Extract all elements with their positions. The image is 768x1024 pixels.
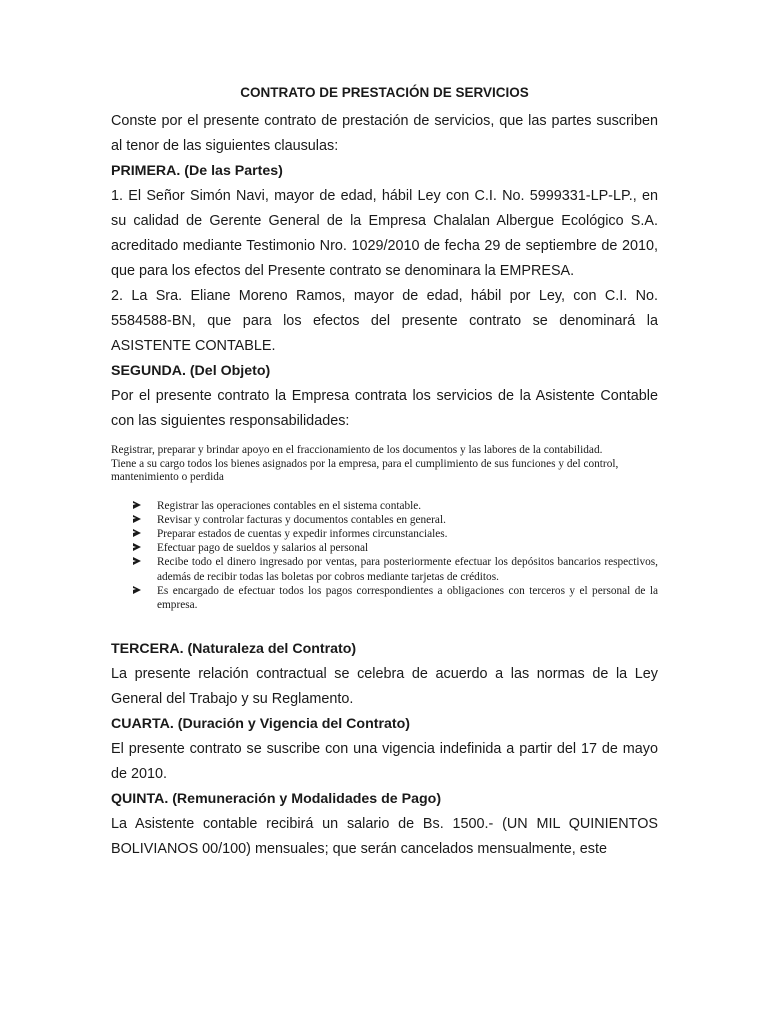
responsibilities-list — [111, 499, 658, 613]
list-item: Registrar las operaciones contables en el sistema contable. — [133, 499, 658, 513]
arrow-bullet-icon — [133, 501, 141, 509]
clause-primera-party-2: 2. La Sra. Eliane Moreno Ramos, mayor de edad, hábil por Ley, con C.I. No. 5584588-BN, que para los efectos del presente contrato se denominará la ASISTENTE CONTABLE. — [111, 288, 658, 354]
clause-primera-party-1: 1. El Señor Simón Navi, mayor de edad, hábil Ley con C.I. No. 5999331-LP-LP., en su calidad de Gerente General de la Empresa Chalalan Albergue Ecológico S.A. acreditado mediante Testimonio Nro. 1029/2010 de fecha 29 de septiembre de 2010, que para los efectos del Presente contrato se denominara la EMPRESA. — [111, 188, 658, 279]
clause-cuarta-paragraph: El presente contrato se suscribe con una vigencia indefinida a partir del 17 de mayo de 2010. — [111, 741, 658, 783]
clause-tercera-heading: TERCERA. (Naturaleza del Contrato) — [111, 641, 357, 658]
arrow-bullet-icon — [133, 543, 141, 551]
clause-quinta-heading: QUINTA. (Remuneración y Modalidades de Pago) — [111, 791, 442, 808]
responsibilities-notes — [111, 444, 658, 485]
clause-quinta-paragraph: La Asistente contable recibirá un salario de Bs. 1500.- (UN MIL QUINIENTOS BOLIVIANOS 00/100) mensuales; que serán cancelados mensualmente, este — [111, 816, 658, 858]
intro-paragraph: Conste por el presente contrato de prestación de servicios, que las partes suscriben al tenor de las siguientes clausulas: — [111, 113, 658, 154]
clause-segunda-heading: SEGUNDA. (Del Objeto) — [111, 363, 271, 379]
list-item: Recibe todo el dinero ingresado por ventas, para posteriormente efectuar los depósitos bancarios respectivos, además de recibir todas las boletas por cobros mediante tarjetas de créditos. — [133, 555, 658, 583]
responsibility-note-1: Registrar, preparar y brindar apoyo en el fraccionamiento de los documentos y las labores de la contabilidad. — [111, 444, 603, 456]
clause-tercera-paragraph: La presente relación contractual se celebra de acuerdo a las normas de la Ley General del Trabajo y su Reglamento. — [111, 666, 658, 708]
arrow-bullet-icon — [133, 586, 141, 594]
responsibility-note-2: Tiene a su cargo todos los bienes asignados por la empresa, para el cumplimiento de sus funciones y del control, mantenimiento o perdida — [111, 457, 619, 483]
document-content — [111, 83, 658, 862]
document-title: CONTRATO DE PRESTACIÓN DE SERVICIOS — [240, 85, 529, 100]
arrow-bullet-icon — [133, 557, 141, 565]
clause-segunda-paragraph: Por el presente contrato la Empresa contrata los servicios de la Asistente Contable con las siguientes responsabilidades: — [111, 388, 658, 429]
list-item: Revisar y controlar facturas y documentos contables en general. — [133, 513, 658, 527]
list-item: Es encargado de efectuar todos los pagos correspondientes a obligaciones con terceros y el personal de la empresa. — [133, 584, 658, 612]
list-item: Preparar estados de cuentas y expedir informes circunstanciales. — [133, 527, 658, 541]
arrow-bullet-icon — [133, 515, 141, 523]
clause-primera-heading: PRIMERA. (De las Partes) — [111, 163, 283, 179]
arrow-bullet-icon — [133, 529, 141, 537]
list-item: Efectuar pago de sueldos y salarios al personal — [133, 541, 658, 555]
clause-cuarta-heading: CUARTA. (Duración y Vigencia del Contrato) — [111, 716, 411, 733]
